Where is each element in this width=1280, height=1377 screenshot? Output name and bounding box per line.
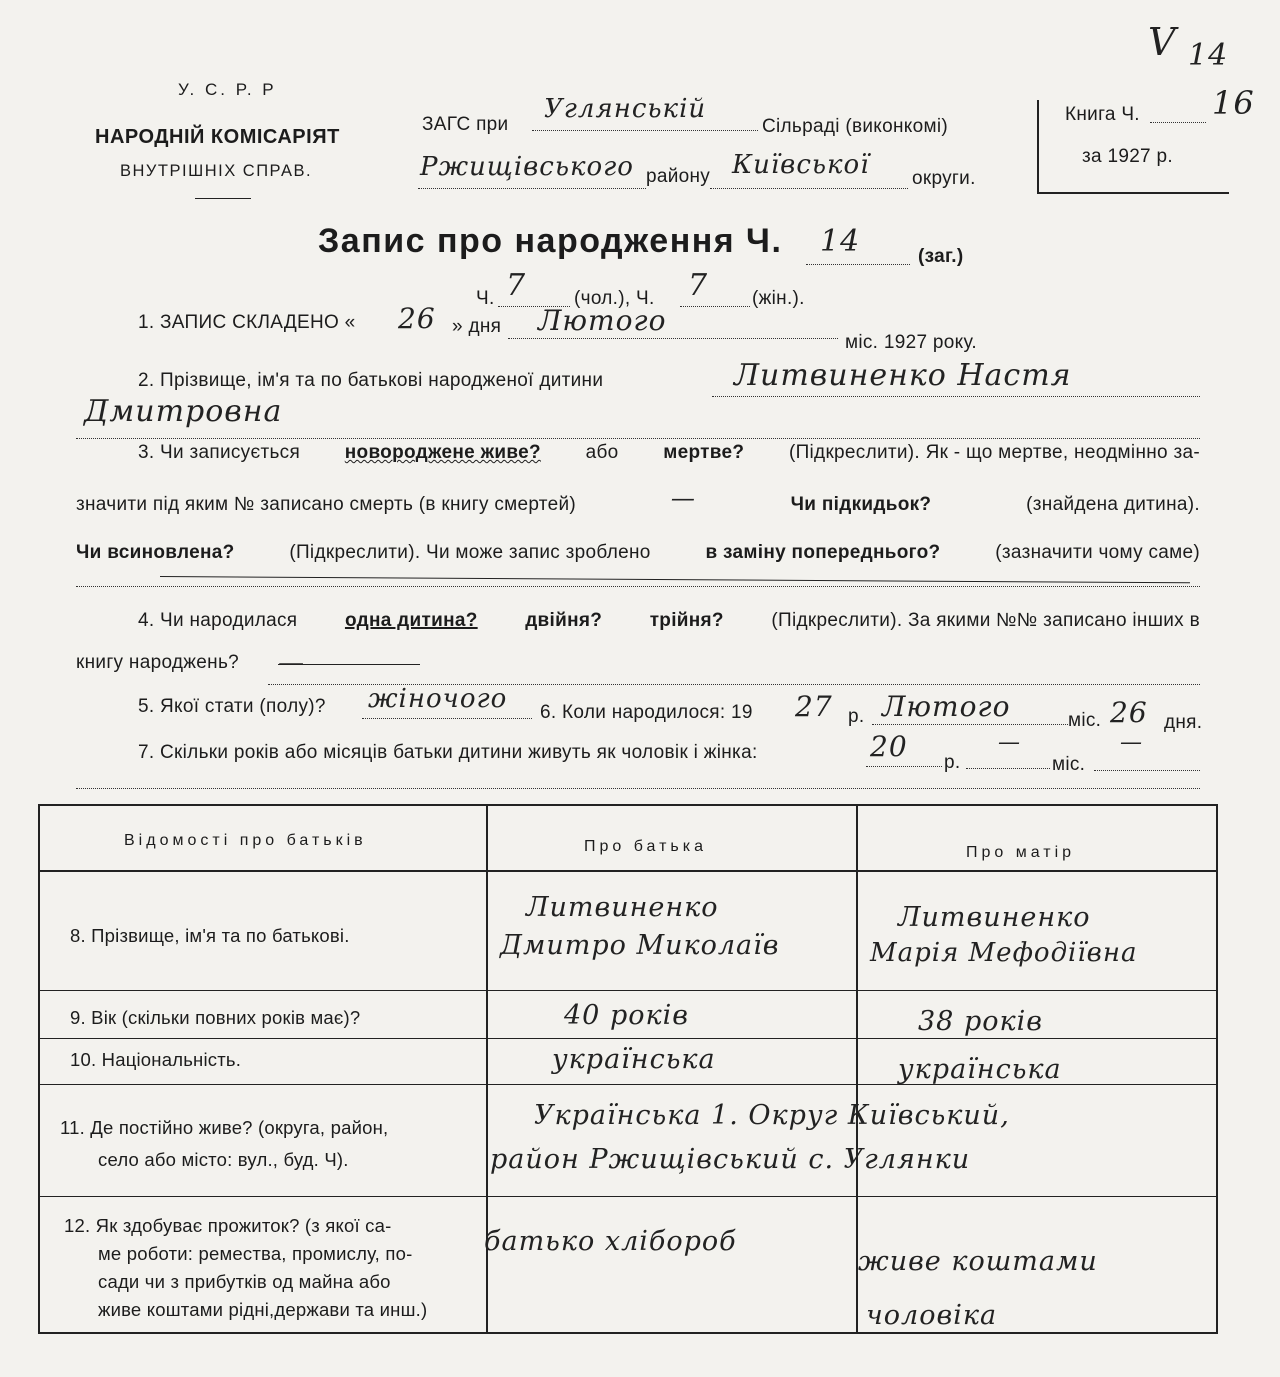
field2-label: 2. Прізвище, ім'я та по батькові народженої дитини bbox=[138, 370, 604, 391]
row10-father-nationality: українська bbox=[552, 1044, 716, 1075]
field3-l2-dash: — bbox=[670, 484, 696, 512]
field7-label: 7. Скільки років або місяців батьки дитини живуть як чоловік і жінка: bbox=[138, 742, 758, 763]
subcount-male-value: 7 bbox=[506, 268, 527, 303]
field7-dash2: — bbox=[1120, 730, 1143, 755]
row-divider-9 bbox=[40, 1038, 1216, 1039]
field3-l1c: або bbox=[585, 442, 619, 463]
field4-stroke bbox=[278, 664, 420, 665]
header-divider bbox=[195, 198, 251, 199]
row12-mother-occupation-line1: живе коштами bbox=[858, 1246, 1098, 1277]
title-number-line bbox=[806, 224, 910, 265]
field7-years-line bbox=[866, 730, 942, 767]
header-commissariat: НАРОДНІЙ КОМІСАРІЯТ bbox=[95, 126, 340, 148]
field4-hand-value: — bbox=[278, 648, 305, 678]
row9-father-age: 40 років bbox=[564, 1000, 689, 1031]
subcount-female-label: (жін.). bbox=[752, 288, 805, 309]
field6-mis: міс. bbox=[1068, 710, 1102, 731]
row12-mother-occupation-line2: чоловіка bbox=[866, 1300, 998, 1331]
field6-month-value: Лютого bbox=[882, 690, 1011, 723]
book-label: Книга Ч. bbox=[1065, 104, 1140, 125]
field6-r: р. bbox=[848, 706, 865, 727]
parents-table bbox=[38, 804, 1218, 1334]
row10-label: 10. Національність. bbox=[70, 1049, 242, 1070]
zags-okrug-value: Київської bbox=[732, 150, 870, 180]
row11-address-line1: Українська 1. Округ Київський, bbox=[534, 1100, 1010, 1131]
row8-father-name: Дмитро Миколаїв bbox=[500, 930, 780, 961]
zags-village-suffix: Сільраді (виконкомі) bbox=[762, 116, 948, 137]
field3-l2c: (знайдена дитина). bbox=[1026, 494, 1200, 515]
row-divider-11 bbox=[40, 1196, 1216, 1197]
field3-l2a: значити під яким № записано смерть (в книгу смертей) bbox=[76, 494, 576, 515]
subcount-male-line bbox=[498, 268, 570, 307]
row8-mother-name: Марія Мефодіївна bbox=[870, 938, 1138, 968]
subcount-male-label: (чол.), Ч. bbox=[574, 288, 655, 309]
corner-check-mark: V bbox=[1148, 20, 1177, 64]
field7-r: р. bbox=[944, 752, 961, 773]
field3-line3 bbox=[76, 542, 1200, 564]
subcount-prefix: Ч. bbox=[476, 288, 495, 309]
subcount-female-line bbox=[680, 268, 750, 307]
field6-year-value: 27 bbox=[795, 690, 833, 723]
field3-l2b: Чи підкидьок? bbox=[790, 494, 932, 515]
header-father: Про батька bbox=[584, 838, 707, 855]
book-year: за 1927 р. bbox=[1082, 146, 1173, 167]
field2-name-value: Литвиненко Настя bbox=[734, 358, 1072, 393]
zags-village-value: Углянській bbox=[544, 94, 707, 124]
row-divider-header bbox=[40, 870, 1216, 872]
field1-day-value: 26 bbox=[398, 302, 436, 335]
page-title: Запис про народження Ч. bbox=[318, 222, 783, 260]
field7-mis: міс. bbox=[1052, 754, 1086, 775]
row12-label-line1: 12. Як здобуває прожиток? (з якої са- bbox=[64, 1215, 392, 1236]
row11-label-line2: село або місто: вул., буд. Ч). bbox=[98, 1149, 349, 1170]
field1-month-value: Лютого bbox=[538, 304, 667, 337]
row8-label: 8. Прізвище, ім'я та по батькові. bbox=[70, 925, 350, 946]
subcount-female-value: 7 bbox=[688, 268, 709, 303]
field1-tail: міс. 1927 року. bbox=[845, 332, 977, 353]
field3-l1d: мертве? bbox=[663, 442, 745, 463]
title-number-value: 14 bbox=[820, 224, 861, 259]
field4-l1c: двійня? bbox=[525, 610, 603, 631]
row11-label-line1: 11. Де постійно живе? (округа, район, bbox=[60, 1117, 389, 1138]
row8-mother-surname: Литвиненко bbox=[898, 902, 1091, 933]
field3-l3c: в заміну попереднього? bbox=[705, 542, 941, 563]
field6-month-line bbox=[872, 690, 1068, 725]
zags-okrug-line bbox=[710, 150, 908, 189]
header-republic: У. С. Р. Р bbox=[178, 80, 277, 99]
field2-patronymic-value: Дмитровна bbox=[84, 394, 283, 429]
row9-label: 9. Вік (скільки повних років має)? bbox=[70, 1007, 361, 1028]
field4-l1d: трійня? bbox=[649, 610, 724, 631]
field1-month-line bbox=[508, 306, 838, 339]
row12-label-line2: ме роботи: ремества, промислу, по- bbox=[98, 1243, 413, 1264]
book-number-line bbox=[1150, 96, 1206, 123]
row12-label-line3: сади чи з прибутків од майна або bbox=[98, 1271, 391, 1292]
field4-line1 bbox=[138, 610, 1200, 632]
field3-l1e: (Підкреслити). Як - що мертве, неодмінно за- bbox=[788, 442, 1200, 463]
field3-line2 bbox=[76, 484, 1200, 516]
zags-okrug-label: округи. bbox=[912, 168, 976, 189]
field3-l3d: (зазначити чому саме) bbox=[995, 542, 1200, 563]
header-mother: Про матір bbox=[966, 844, 1076, 861]
header-parents-info: Відомості про батьків bbox=[124, 832, 367, 849]
field5-label: 5. Якої стати (полу)? bbox=[138, 696, 326, 717]
field4-blank-line bbox=[268, 648, 1200, 685]
field4-l1b: одна дитина? bbox=[344, 610, 478, 631]
field3-l3b: (Підкреслити). Чи може запис зроблено bbox=[289, 542, 651, 563]
book-number-value: 16 bbox=[1212, 84, 1255, 122]
title-suffix: (заг.) bbox=[918, 246, 964, 267]
row10-mother-nationality: українська bbox=[898, 1054, 1062, 1085]
field2-patronymic-line bbox=[76, 394, 1200, 439]
field7-dash1: — bbox=[998, 730, 1021, 755]
field6-dnya: дня. bbox=[1164, 712, 1203, 733]
field7-blank-line bbox=[76, 774, 1200, 789]
field4-l2a: книгу народжень? bbox=[76, 652, 240, 673]
field4-l1e: (Підкреслити). За якими №№ записано інших в bbox=[771, 610, 1200, 631]
row-divider-8 bbox=[40, 990, 1216, 991]
row11-address-line2: район Ржищівський с. Углянки bbox=[490, 1144, 971, 1175]
field4-l1a: 4. Чи народилася bbox=[138, 610, 298, 631]
field5-sex-value: жіночого bbox=[368, 684, 508, 714]
field6-label: 6. Коли народилося: 19 bbox=[540, 702, 753, 723]
field3-l3a: Чи всиновлена? bbox=[76, 542, 235, 563]
row12-father-occupation: батько хлібороб bbox=[484, 1226, 737, 1257]
corner-record-number: 14 bbox=[1188, 38, 1229, 73]
field3-line1 bbox=[138, 442, 1200, 464]
row9-mother-age: 38 років bbox=[918, 1006, 1043, 1037]
field3-l1b: новороджене живе? bbox=[344, 442, 541, 463]
header-department: ВНУТРІШНІХ СПРАВ. bbox=[120, 162, 313, 180]
field7-years-value: 20 bbox=[870, 730, 908, 763]
field6-day-value: 26 bbox=[1110, 696, 1148, 729]
zags-district-line bbox=[418, 152, 646, 189]
field5-sex-line bbox=[362, 684, 532, 719]
zags-prefix: ЗАГС при bbox=[422, 114, 509, 135]
field1-after-day: » дня bbox=[452, 316, 502, 337]
zags-village-line bbox=[532, 96, 758, 131]
zags-district-value: Ржищівського bbox=[420, 152, 634, 182]
field1-label: 1. ЗАПИС СКЛАДЕНО « bbox=[138, 312, 356, 333]
field7-tail-line bbox=[1094, 730, 1200, 771]
field3-l1a: 3. Чи записується bbox=[138, 442, 301, 463]
field2-name-line bbox=[712, 358, 1200, 397]
row12-label-line4: живе коштами рідні,держави та инш.) bbox=[98, 1299, 428, 1320]
field7-months-line bbox=[966, 730, 1050, 769]
zags-district-label: району bbox=[646, 166, 711, 187]
row8-father-surname: Литвиненко bbox=[526, 892, 719, 923]
